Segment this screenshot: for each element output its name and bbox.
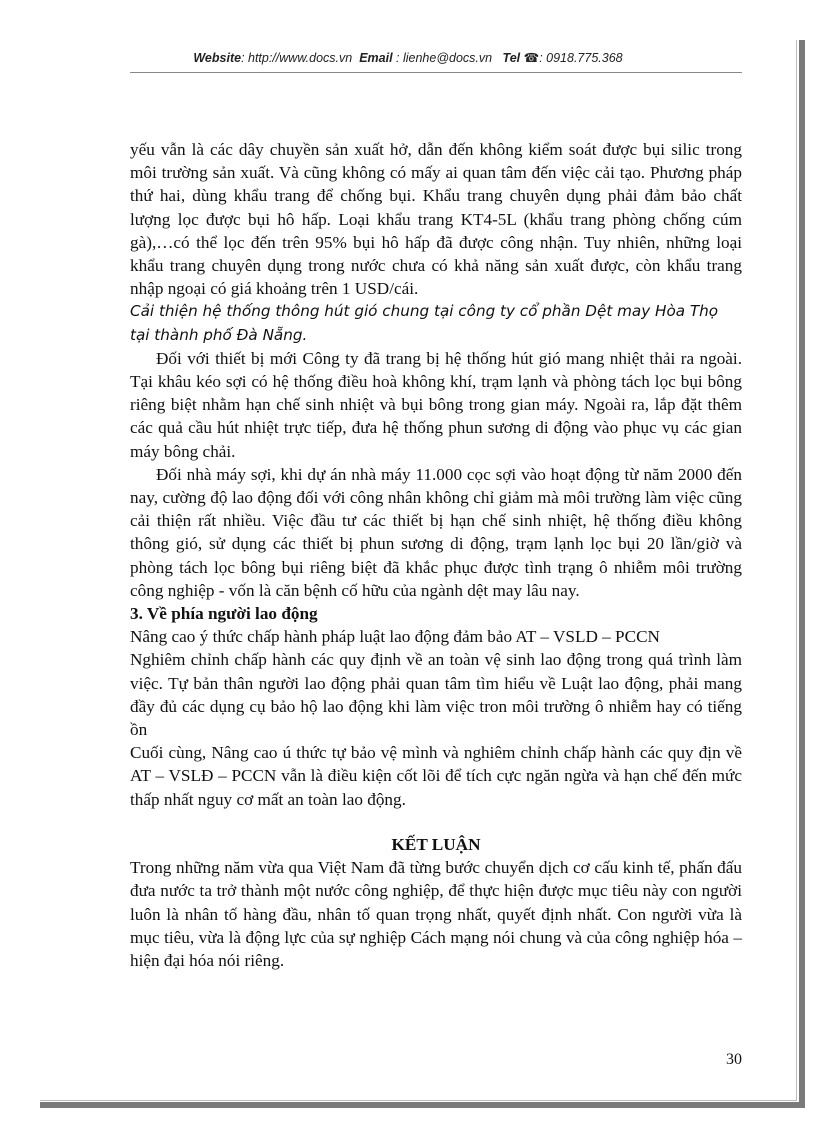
header-divider <box>130 72 742 73</box>
paragraph-dust-masks: yếu vẫn là các dây chuyền sản xuất hở, dẫn đến không kiểm soát được bụi silic trong môi trường sản xuất. Và cũng không có mấy ai quan tâm đến việc cải tạo. Phương pháp thứ hai, dùng khẩu trang để chống bụi. Khẩu trang chuyên dụng phải đảm bảo chất lượng lọc được bụi hô hấp. Loại khẩu trang KT4-5L (khẩu trang phòng chống cúm gà),…có thể lọc đến trên 95% bụi hô hấp đã được công nhận. Tuy nhiên, những loại khẩu trang chuyên dụng trong nước chưa có khả năng sản xuất được, còn khẩu trang nhập ngoại có giá khoảng trên 1 USD/cái. <box>130 140 742 299</box>
paragraph-strict-compliance: Nghiêm chỉnh chấp hành các quy định về an toàn vệ sinh lao động trong quá trình làm việc. Tự bản thân người lao động phải quan tâm tìm hiểu về Luật lao động, phải mang đầy đủ các dụng cụ bảo hộ lao động khi làm việc tron môi trường ô nhiễm hay có tiếng ồn <box>130 650 742 740</box>
paragraph-finally: Cuối cùng, Nâng cao ú thức tự bảo vệ mình và nghiêm chỉnh chấp hành các quy địn về AT – VSLĐ – PCCN vẫn là điều kiện cốt lõi để tích cực ngăn ngừa và hạn chế đến mức thấp nhất nguy cơ mất an toàn lao động. <box>130 743 742 809</box>
tel-label: Tel <box>502 51 521 65</box>
paragraph-new-equipment: Đối với thiết bị mới Công ty đã trang bị hệ thống hút gió mang nhiệt thải ra ngoài. Tại khâu kéo sợi có hệ thống điều hoà không khí, trạm lạnh và phòng tách lọc bụi bông riêng biệt nhằm hạn chế sinh nhiệt và bụi bông trong gian máy. Ngoài ra, lắp đặt thêm các quả cầu hút nhiệt trực tiếp, đưa hệ thống phun sương di động vào phục vụ các gian máy bông chải. <box>130 348 742 461</box>
paragraph-conclusion: Trong những năm vừa qua Việt Nam đã từng bước chuyển dịch cơ cấu kinh tế, phấn đấu đưa nước ta trở thành một nước công nghiệp, để thực hiện được mục tiêu này con người luôn là nhân tố hàng đầu, nhân tố quan trọng nhất, quyết định nhất. Con người vừa là mục tiêu, vừa là động lực của sự nghiệp Cách mạng nói chung và của công nghiệp hóa – hiện đại hóa nói riêng. <box>130 858 742 970</box>
website-label: Website <box>193 51 242 65</box>
conclusion-title: KẾT LUẬN <box>391 834 481 854</box>
email-label: Email <box>359 51 393 65</box>
paragraph-spinning-mill: Đối nhà máy sợi, khi dự án nhà máy 11.000 cọc sợi vào hoạt động từ năm 2000 đến nay, cường độ lao động đối với công nhân không chỉ giảm mà môi trường làm việc cũng cải thiện rất nhiều. Việc đầu tư các thiết bị hạn chế sinh nhiệt, hệ thống điều không thông gió, sử dụng các thiết bị phun sương di động, trạm lạnh lọc bụi 20 lần/giờ và phòng tách lọc bông bụi riêng biệt đã khắc phục được tình trạng ô nhiễm môi trường công nghiệp - vốn là căn bệnh cố hữu của ngành dệt may lâu nay. <box>130 464 742 600</box>
page-shadow-bottom <box>40 1102 805 1108</box>
page-number: 30 <box>726 1051 742 1068</box>
page-header <box>0 50 816 65</box>
phone-icon: ☎ <box>523 51 540 65</box>
paragraph-ventilation-heading: Cải thiện hệ thống thông hút gió chung tại công ty cổ phần Dệt may Hòa Thọ tại thành phố Đà Nẵng. <box>130 302 719 344</box>
paragraph-compliance: Nâng cao ý thức chấp hành pháp luật lao động đảm bảo AT – VSLD – PCCN <box>130 627 660 647</box>
email-value: : lienhe@docs.vn <box>396 51 493 65</box>
page-shadow-right <box>799 40 805 1108</box>
document-body <box>130 138 742 972</box>
tel-value: : 0918.775.368 <box>539 51 623 65</box>
section-heading-workers: 3. Về phía người lao động <box>130 604 318 624</box>
website-value: : http://www.docs.vn <box>241 51 353 65</box>
